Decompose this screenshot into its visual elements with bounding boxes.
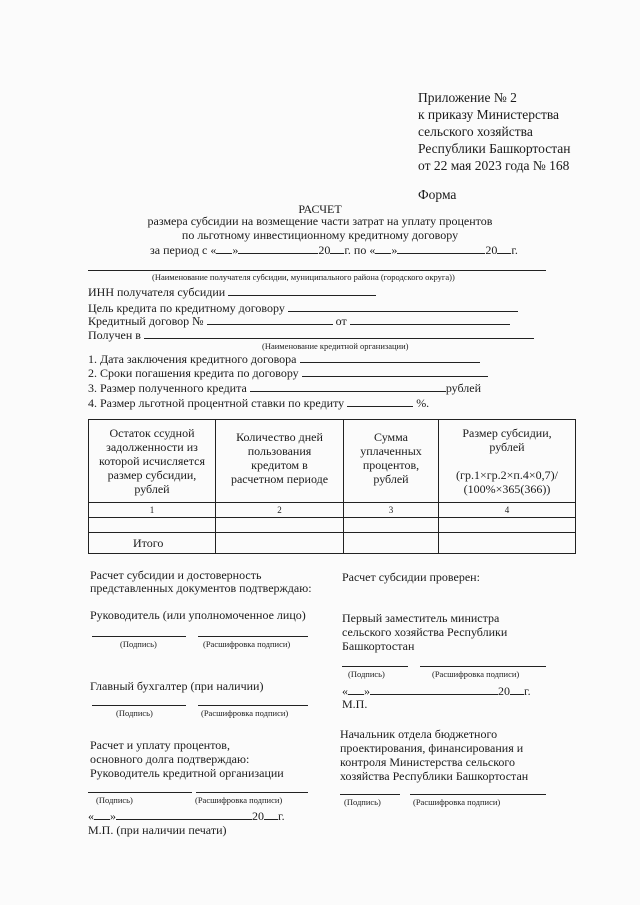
table-cell[interactable] <box>439 518 576 533</box>
decode-caption: (Расшифровка подписи) <box>195 795 283 805</box>
header-line: кредитом в <box>251 458 308 472</box>
confirm-line-1: Расчет субсидии и достоверность <box>90 568 262 582</box>
period-prefix: за период с « <box>150 243 217 257</box>
table-cell[interactable] <box>344 518 439 533</box>
header-line: (100%×365(366)) <box>463 482 551 496</box>
left-seal-label: М.П. (при наличии печати) <box>88 823 227 837</box>
purpose-label: Цель кредита по кредитному договору <box>88 301 285 315</box>
date-suffix: г. <box>278 809 285 823</box>
header-cell <box>344 420 439 503</box>
table-row <box>89 518 576 533</box>
header-line: рублей <box>134 482 170 496</box>
deputy-decode-line[interactable] <box>420 666 546 667</box>
appendix-line: от 22 мая 2023 года № 168 <box>418 158 570 173</box>
form-label: Форма <box>418 187 457 202</box>
chief-line-3: контроля Министерства сельского <box>340 755 516 769</box>
date-year: 20 <box>252 809 264 823</box>
deputy-line-2: сельского хозяйства Республики <box>342 625 508 639</box>
doc-heading: РАСЧЕТ <box>298 202 342 216</box>
header-spacer <box>442 454 572 468</box>
recipient-caption: (Наименование получателя субсидии, муниципального района (городского округа)) <box>152 272 455 282</box>
table-cell[interactable] <box>439 533 576 554</box>
contract-label: Кредитный договор № <box>88 314 204 328</box>
item-2 <box>88 365 488 381</box>
interest-line-2: основного долга подтверждаю: <box>90 752 250 766</box>
header-line: расчетном периоде <box>230 472 329 486</box>
header-cell <box>439 420 576 503</box>
received-label: Получен в <box>88 328 141 342</box>
date-day-blank[interactable] <box>348 683 364 695</box>
table-cell[interactable] <box>344 533 439 554</box>
date-day-blank[interactable] <box>94 808 110 820</box>
table-cell[interactable] <box>216 533 344 554</box>
left-date-line <box>88 808 285 824</box>
item-4-input[interactable] <box>347 395 413 407</box>
received-input[interactable] <box>144 327 534 339</box>
total-label: Итого <box>89 533 216 554</box>
appendix-line: Республики Башкортостан <box>418 141 571 156</box>
contract-from-label: от <box>335 314 347 328</box>
bank-decode-line[interactable] <box>196 792 308 793</box>
credit-org-caption: (Наименование кредитной организации) <box>262 341 409 351</box>
signature-caption: (Подпись) <box>344 797 381 807</box>
item-1-label: 1. Дата заключения кредитного договора <box>88 352 297 366</box>
period-end: г. <box>511 243 518 257</box>
checked-label: Расчет субсидии проверен: <box>342 570 480 584</box>
header-line: размер субсидии, <box>107 468 197 482</box>
head-decode-line[interactable] <box>198 636 308 637</box>
day-from-blank[interactable] <box>216 242 232 254</box>
header-line: задолженности из <box>106 440 198 454</box>
accountant-signature-line[interactable] <box>92 705 186 706</box>
inn-label: ИНН получателя субсидии <box>88 285 226 299</box>
item-3 <box>88 380 481 396</box>
decode-caption: (Расшифровка подписи) <box>432 669 520 679</box>
appendix-block <box>418 89 571 174</box>
column-number: 1 <box>89 503 216 518</box>
decode-caption: (Расшифровка подписи) <box>413 797 501 807</box>
inn-input[interactable] <box>228 284 376 296</box>
signature-caption: (Подпись) <box>96 795 133 805</box>
column-number: 3 <box>344 503 439 518</box>
item-4-label: 4. Размер льготной процентной ставки по кредиту <box>88 396 345 410</box>
header-line: пользования <box>247 444 312 458</box>
deputy-line-1: Первый заместитель министра <box>342 611 500 625</box>
table-header-row <box>89 420 576 503</box>
appendix-line: Приложение № 2 <box>418 90 517 105</box>
deputy-line-3: Башкортостан <box>342 639 415 653</box>
item-1-input[interactable] <box>300 351 480 363</box>
signature-caption: (Подпись) <box>116 708 153 718</box>
table-cell[interactable] <box>89 518 216 533</box>
item-3-label: 3. Размер полученного кредита <box>88 381 247 395</box>
day-to-blank[interactable] <box>375 242 391 254</box>
item-3-unit: рублей <box>445 381 482 395</box>
header-cell <box>89 420 216 503</box>
year-from-blank[interactable] <box>330 242 344 254</box>
year-to-blank[interactable] <box>497 242 511 254</box>
purpose-input[interactable] <box>288 300 518 312</box>
chief-decode-line[interactable] <box>410 794 546 795</box>
header-cell <box>216 420 344 503</box>
period-quote: » <box>232 243 239 257</box>
contract-date-input[interactable] <box>350 313 510 325</box>
date-year-blank[interactable] <box>510 683 524 695</box>
period-year: 20 <box>318 243 331 257</box>
date-quote: » <box>110 809 116 823</box>
head-signature-line[interactable] <box>92 636 186 637</box>
column-number: 4 <box>439 503 576 518</box>
decode-caption: (Расшифровка подписи) <box>203 639 291 649</box>
header-line: Количество дней <box>236 430 323 444</box>
period-year: 20 <box>485 243 498 257</box>
header-line: которой исчисляется <box>99 454 205 468</box>
period-to: г. по « <box>344 243 376 257</box>
period-quote: » <box>391 243 398 257</box>
doc-title-line1: размера субсидии на возмещение части затрат на уплату процентов <box>147 214 493 228</box>
header-line: рублей <box>373 472 409 486</box>
header-line: уплаченных <box>360 444 422 458</box>
date-quote: » <box>364 684 370 698</box>
item-2-label: 2. Сроки погашения кредита по договору <box>88 366 299 380</box>
header-line: процентов, <box>362 458 420 472</box>
signature-caption: (Подпись) <box>120 639 157 649</box>
signature-caption: (Подпись) <box>348 669 385 679</box>
month-to-blank[interactable] <box>397 242 485 254</box>
table-number-row <box>89 503 576 518</box>
bank-head-label: Руководитель кредитной организации <box>90 766 284 780</box>
doc-title-line2: по льготному инвестиционному кредитному договору <box>181 228 459 242</box>
item-4 <box>88 395 429 411</box>
date-suffix: г. <box>524 684 531 698</box>
deputy-signature-line[interactable] <box>342 666 408 667</box>
date-month-blank[interactable] <box>116 808 252 820</box>
right-date-line <box>342 683 531 699</box>
header-line: (гр.1×гр.2×п.4×0,7)/ <box>456 468 558 482</box>
header-line: рублей <box>489 440 525 454</box>
appendix-line: сельского хозяйства <box>418 124 533 139</box>
header-line: Остаток ссудной <box>109 426 195 440</box>
table-total-row <box>89 533 576 554</box>
calculation-table <box>88 419 576 554</box>
date-quote: « <box>88 809 94 823</box>
accountant-decode-line[interactable] <box>198 705 308 706</box>
table-cell[interactable] <box>216 518 344 533</box>
inn-field <box>88 284 376 300</box>
header-line: Сумма <box>374 430 408 444</box>
bank-signature-line[interactable] <box>88 792 192 793</box>
chief-line-2: проектирования, финансирования и <box>340 741 524 755</box>
item-3-input[interactable] <box>250 380 446 392</box>
item-4-unit: %. <box>416 396 430 410</box>
head-label: Руководитель (или уполномоченное лицо) <box>90 608 306 622</box>
accountant-label: Главный бухгалтер (при наличии) <box>90 679 264 693</box>
contract-number-input[interactable] <box>207 313 333 325</box>
recipient-name-line[interactable] <box>88 270 546 271</box>
date-month-blank[interactable] <box>370 683 498 695</box>
header-line: Размер субсидии, <box>462 426 552 440</box>
chief-line-4: хозяйства Республики Башкортостан <box>340 769 529 783</box>
date-year: 20 <box>498 684 510 698</box>
column-number: 2 <box>216 503 344 518</box>
decode-caption: (Расшифровка подписи) <box>201 708 289 718</box>
item-2-input[interactable] <box>302 365 488 377</box>
appendix-line: к приказу Министерства <box>418 107 560 122</box>
right-seal-label: М.П. <box>342 697 368 711</box>
period-line <box>150 242 518 258</box>
date-year-blank[interactable] <box>264 808 278 820</box>
confirm-line-2: представленных документов подтверждаю: <box>90 581 312 595</box>
interest-line-1: Расчет и уплату процентов, <box>90 738 230 752</box>
chief-line-1: Начальник отдела бюджетного <box>340 727 498 741</box>
date-quote: « <box>342 684 348 698</box>
chief-signature-line[interactable] <box>340 794 400 795</box>
month-from-blank[interactable] <box>238 242 318 254</box>
